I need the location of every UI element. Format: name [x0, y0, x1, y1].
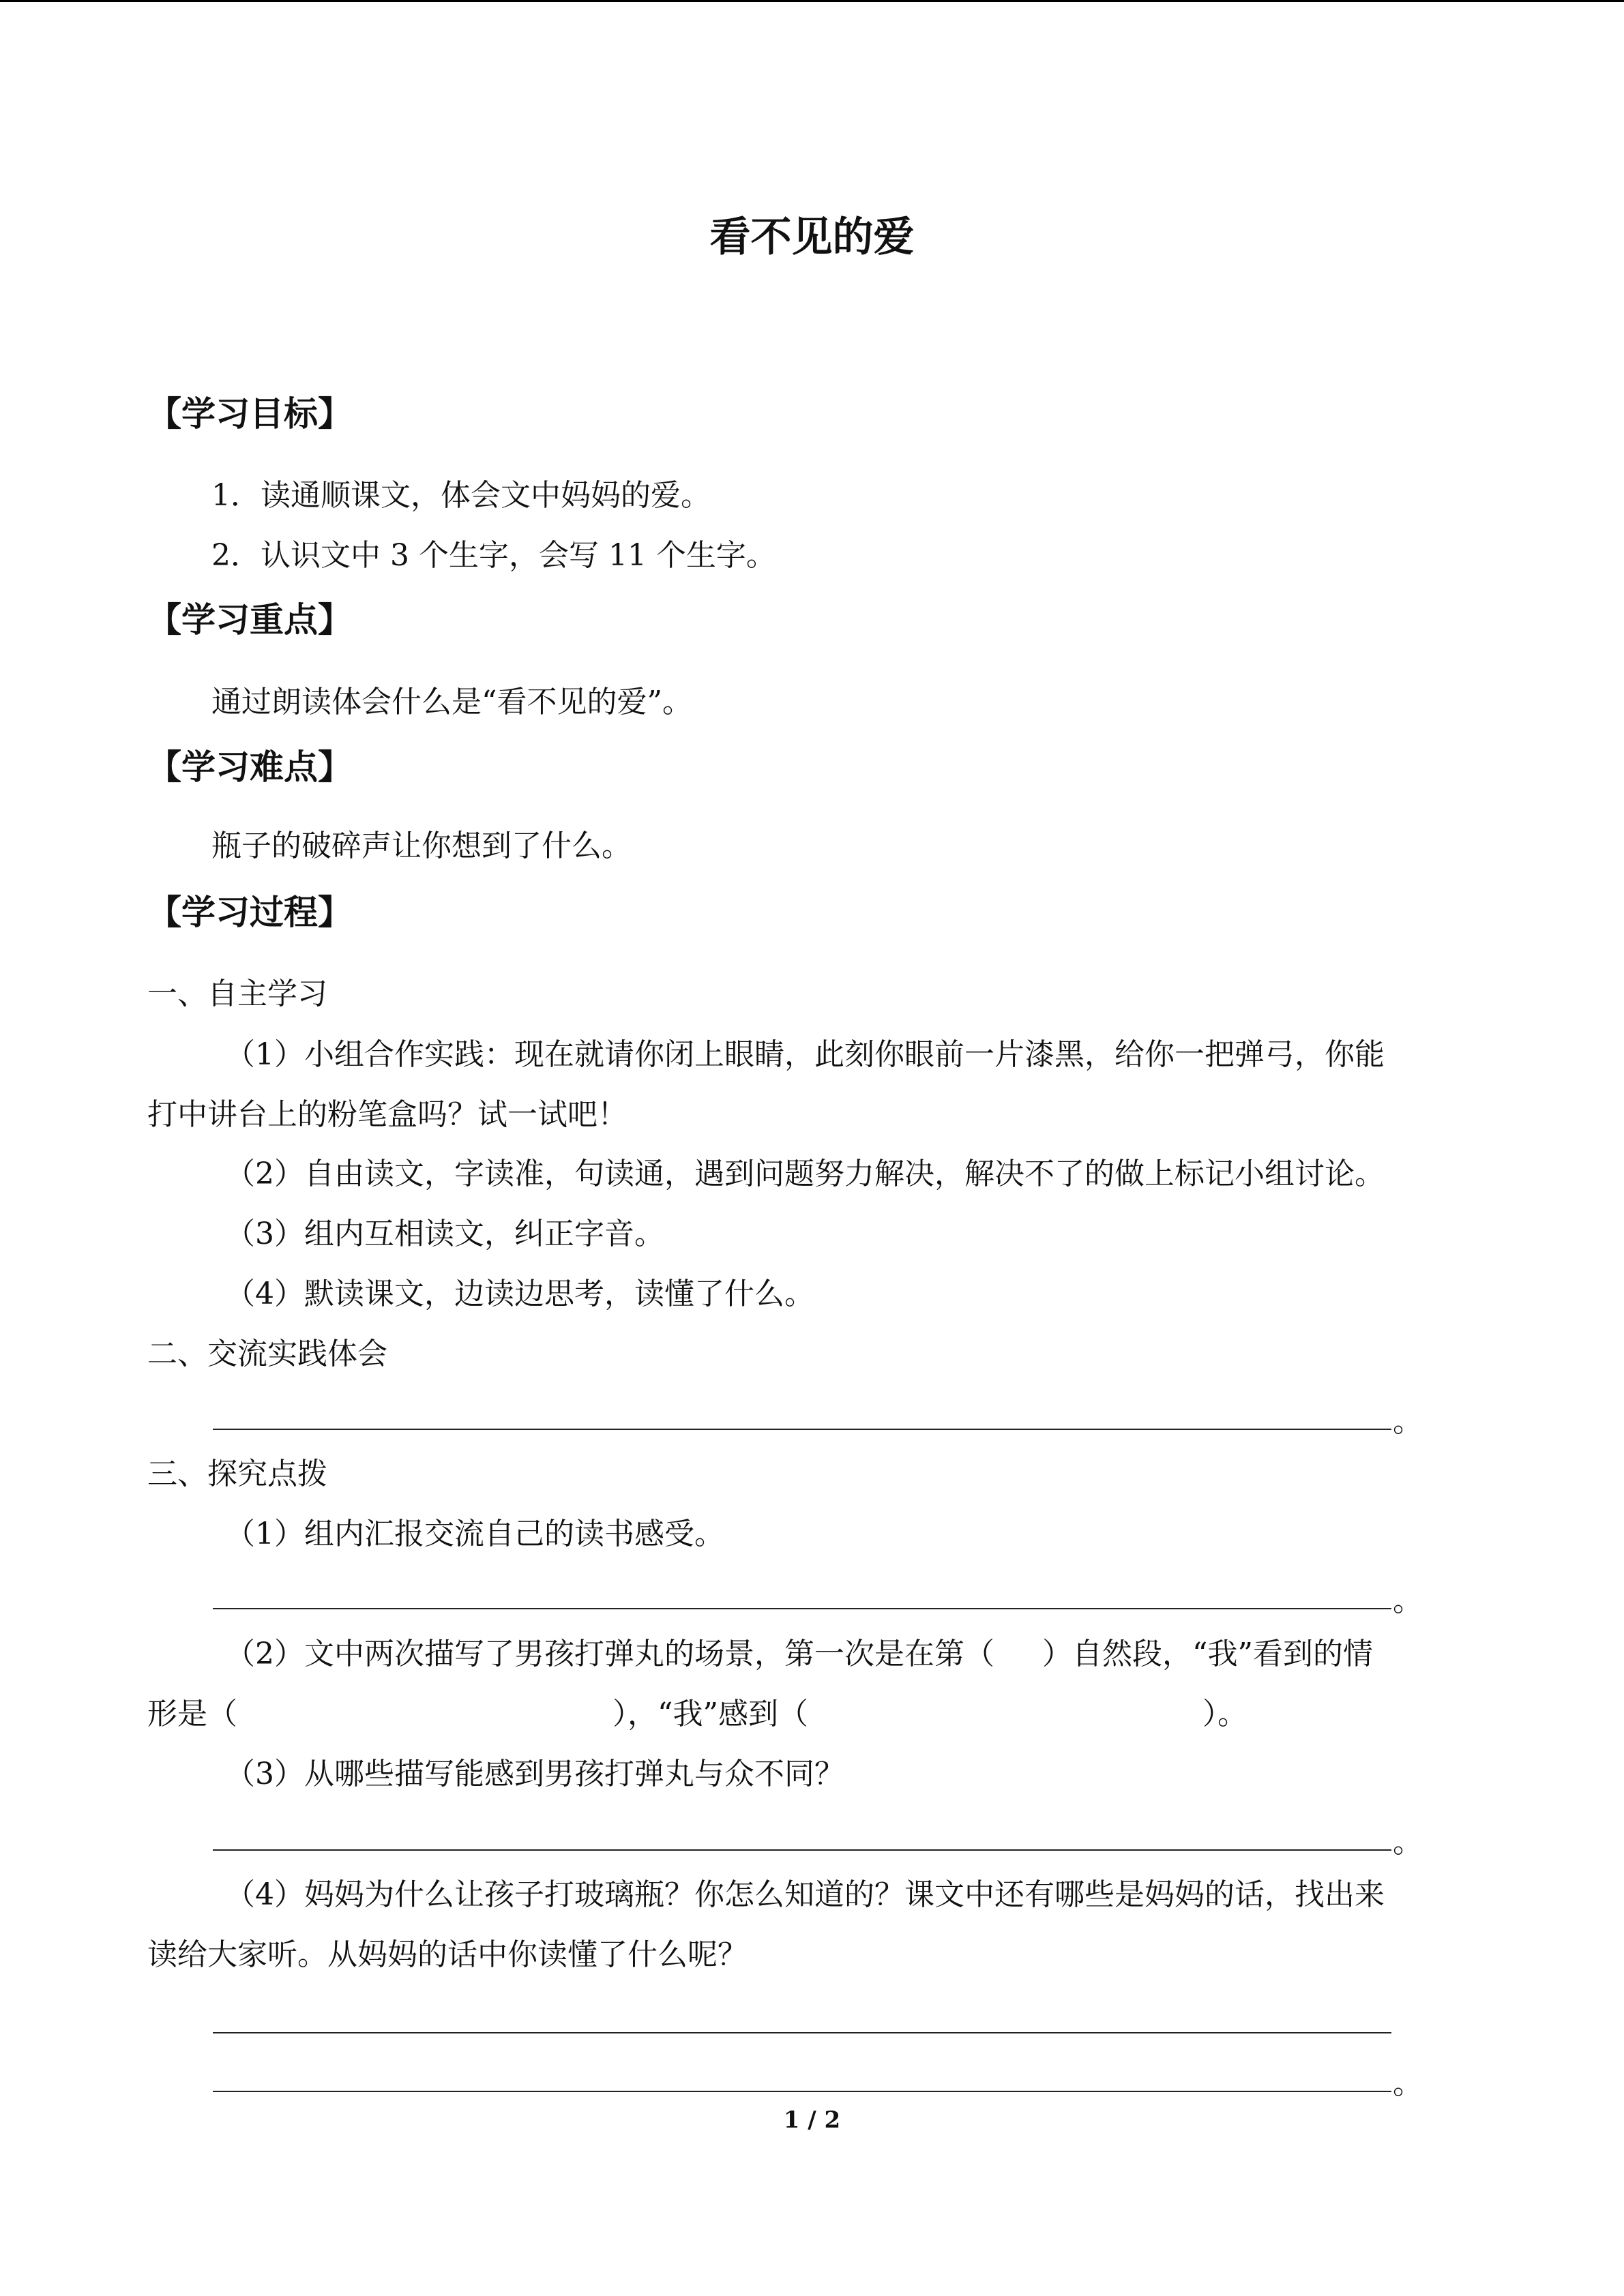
- part1-title: 一、自主学习: [147, 976, 327, 1011]
- line-end-period: 。: [1393, 2066, 1423, 2101]
- difficulty-text: 瓶子的破碎声让你想到了什么。: [211, 829, 632, 863]
- part1-q2: （2）自由读文，字读准，句读通，遇到问题努力解决，解决不了的做上标记小组讨论。: [225, 1157, 1385, 1191]
- part1-q1-line1: （1）小组合作实践：现在就请你闭上眼睛，此刻你眼前一片漆黑，给你一把弹弓，你能: [225, 1037, 1385, 1072]
- heading-difficulty: 【学习难点】: [147, 747, 352, 787]
- part3-q2-text-d: ），“我”感到（: [612, 1697, 808, 1731]
- line-end-period: 。: [1393, 1583, 1423, 1618]
- top-border: [0, 0, 1624, 2]
- heading-process: 【学习过程】: [147, 892, 352, 932]
- page-number: 1 / 2: [783, 2106, 841, 2134]
- answer-line[interactable]: [213, 2091, 1391, 2092]
- part1-q4: （4）默读课文，边读边思考，读懂了什么。: [225, 1277, 814, 1311]
- answer-line[interactable]: [213, 1608, 1391, 1609]
- part3-q2-text-e: ）。: [1202, 1697, 1247, 1731]
- part3-q4-line1: （4）妈妈为什么让孩子打玻璃瓶？你怎么知道的？课文中还有哪些是妈妈的话，找出来: [225, 1877, 1385, 1912]
- goal-item-2: 2．认识文中 3 个生字，会写 11 个生字。: [211, 538, 776, 573]
- answer-line[interactable]: [213, 1429, 1391, 1430]
- part3-q2-text-c: 形是（: [147, 1697, 237, 1731]
- part3-q2-text-b: ）自然段，“我”看到的情: [1042, 1637, 1373, 1671]
- part3-q2-line2: [147, 1694, 1247, 1735]
- line-end-period: 。: [1393, 1825, 1423, 1860]
- part3-q1: （1）组内汇报交流自己的读书感受。: [225, 1517, 724, 1551]
- part3-q2-text-a: （2）文中两次描写了男孩打弹丸的场景，第一次是在第（: [225, 1637, 994, 1671]
- part3-q4-line2: 读给大家听。从妈妈的话中你读懂了什么呢？: [147, 1937, 748, 1972]
- part3-title: 三、探究点拨: [147, 1457, 327, 1491]
- answer-line[interactable]: [213, 2032, 1391, 2033]
- part3-q2-line1: [225, 1634, 1373, 1675]
- heading-goals: 【学习目标】: [147, 393, 352, 434]
- part1-q1-line2: 打中讲台上的粉笔盒吗？试一试吧！: [147, 1097, 628, 1132]
- part3-q3: （3）从哪些描写能感到男孩打弹丸与众不同？: [225, 1757, 844, 1791]
- page-title: 看不见的爱: [709, 213, 915, 261]
- key-point-text: 通过朗读体会什么是“看不见的爱”。: [211, 685, 692, 719]
- line-end-period: 。: [1393, 1404, 1423, 1439]
- part1-q3: （3）组内互相读文，纠正字音。: [225, 1217, 664, 1251]
- part2-title: 二、交流实践体会: [147, 1337, 387, 1371]
- goal-item-1: 1．读通顺课文，体会文中妈妈的爱。: [211, 478, 711, 513]
- heading-key-point: 【学习重点】: [147, 599, 352, 640]
- answer-line[interactable]: [213, 1849, 1391, 1851]
